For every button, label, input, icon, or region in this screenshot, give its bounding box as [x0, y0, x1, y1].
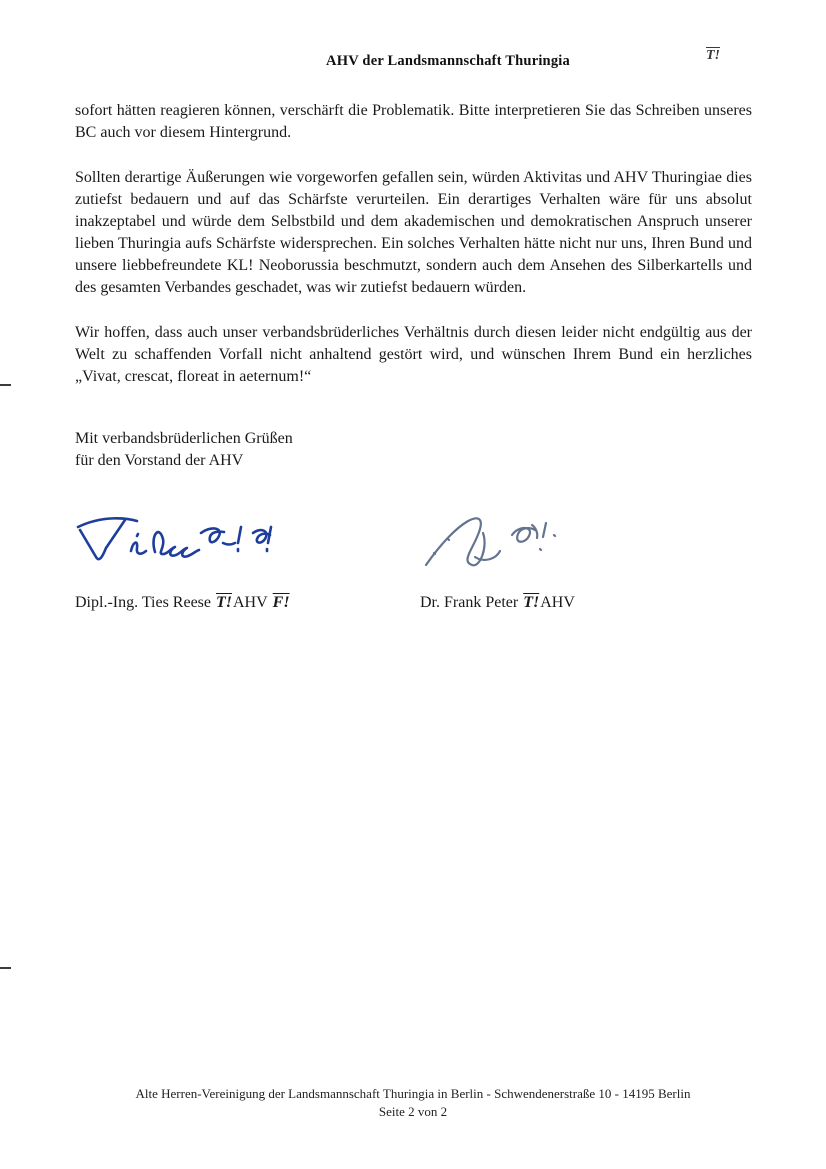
handwritten-signature-icon [420, 505, 570, 573]
org-label: AHV [233, 594, 268, 611]
signatory-name: Dr. Frank Peter [420, 594, 519, 611]
paragraph: Wir hoffen, dass auch unser verbandsbrüderliches Verhältnis durch diesen leider nicht endgültig aus der Welt zu schaffenden Vorfall nicht anhaltend gestört wird, und wünschen Ihrem Bund ein herzliches „Vivat, crescat, floreat in aeternum!“ [75, 324, 752, 385]
closing-line-1: Mit verbandsbrüderlichen Grüßen [75, 430, 293, 447]
signature-row [75, 505, 752, 578]
signature-frank-peter [420, 505, 720, 578]
signatory-name: Dipl.-Ing. Ties Reese [75, 594, 211, 611]
paragraph: Sollten derartige Äußerungen wie vorgeworfen gefallen sein, würden Aktivitas und AHV Thuringiae dies zutiefst bedauern und auf das Schärfste verurteilen. Ein derartiges Verhalten wäre für uns absolut inakzeptabel und würde dem Selbstbild und dem akademischen und demokratischen Anspruch unserer lieben Thuringia aufs Schärfste widersprechen. Ein solches Verhalten hätte nicht nur uns, Ihren Bund und unsere liebbefreundete KL! Neoborussia beschmutzt, sondern auch dem Ansehen des Silberkartells und des gesamten Verbandes geschadet, was wir zutiefst bedauern würden. [75, 169, 752, 296]
signatory-name-frank-peter [420, 594, 720, 612]
fold-mark-bottom [0, 967, 11, 969]
signatory-names [75, 594, 752, 612]
handwritten-signature-icon [75, 505, 280, 567]
fold-mark-top [0, 384, 11, 386]
page-header [0, 52, 826, 70]
footer-address: Alte Herren-Vereinigung der Landsmannschaft Thuringia in Berlin - Schwendenerstraße 10 - 14195 Berlin [135, 1086, 691, 1101]
signature-ties-reese [75, 505, 420, 572]
org-label: AHV [540, 594, 575, 611]
corner-zirkel-icon: T! [706, 48, 720, 63]
zirkel-icon: F! [272, 594, 290, 611]
closing-block [75, 428, 752, 472]
zirkel-icon: T! [216, 594, 232, 611]
zirkel-icon: T! [523, 594, 540, 611]
header-title: AHV der Landsmannschaft Thuringia [326, 53, 570, 69]
paragraph: sofort hätten reagieren können, verschärft die Problematik. Bitte interpretieren Sie das Schreiben unseres BC auch vor diesem Hintergrund. [75, 102, 752, 141]
signatory-name-ties-reese [75, 594, 420, 612]
closing-line-2: für den Vorstand der AHV [75, 452, 244, 469]
page-footer [0, 1085, 826, 1120]
footer-page-number: Seite 2 von 2 [378, 1103, 448, 1119]
letter-body [75, 100, 752, 612]
